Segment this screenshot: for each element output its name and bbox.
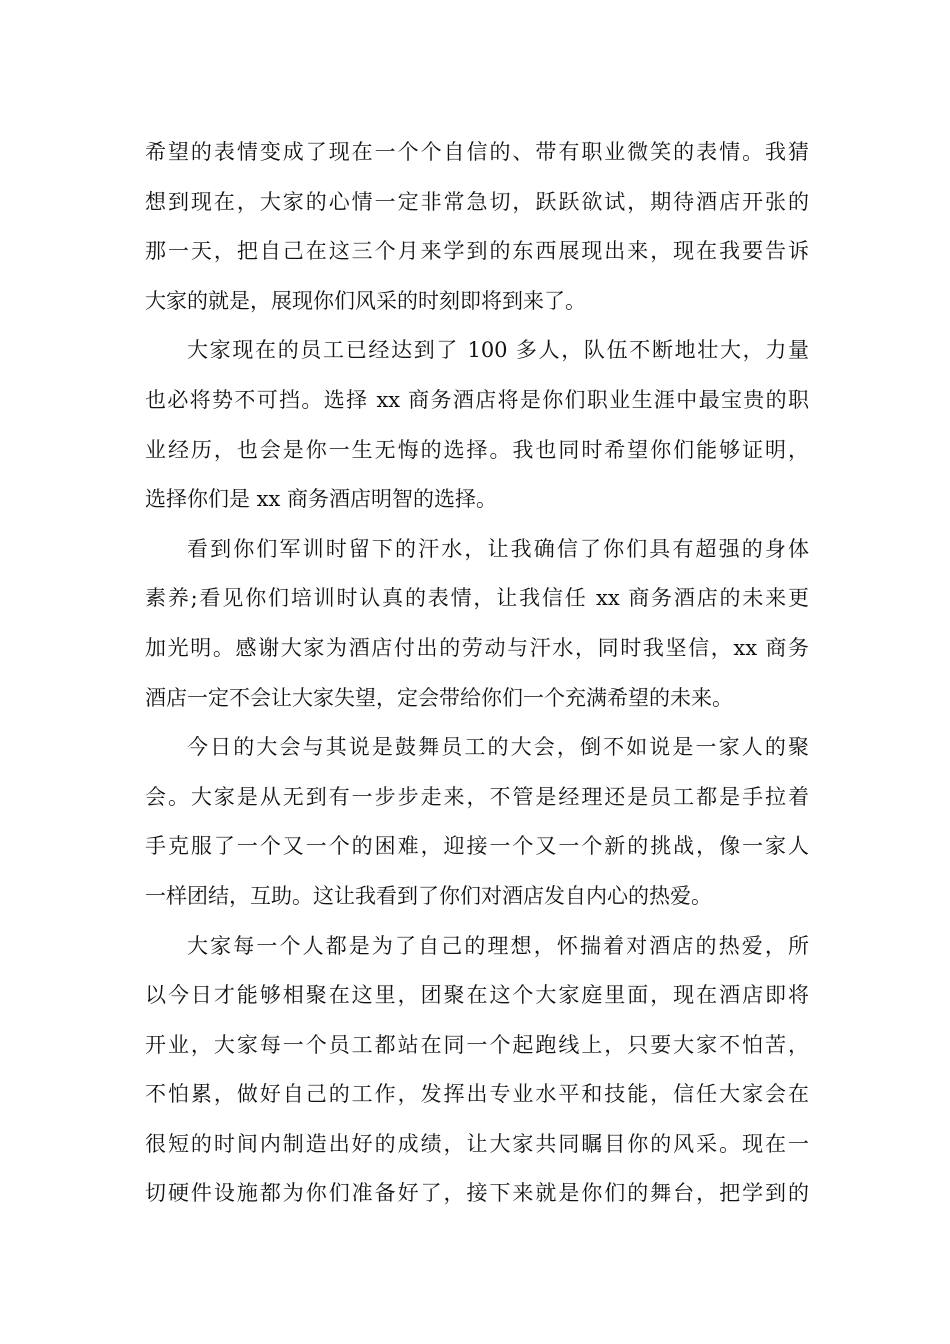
- text-line: 业经历，也会是你一生无悔的选择。我也同时希望你们能够证明，: [145, 437, 809, 462]
- text-line: 加光明。感谢大家为酒店付出的劳动与汗水，同时我坚信，xx 商务: [145, 635, 809, 660]
- text-line: 想到现在，大家的心情一定非常急切，跃跃欲试，期待酒店开张的: [145, 189, 809, 214]
- text-line: 酒店一定不会让大家失望，定会带给你们一个充满希望的未来。: [145, 685, 733, 710]
- text-line: 看到你们军训时留下的汗水，让我确信了你们具有超强的身体: [187, 536, 809, 561]
- text-line: 不怕累，做好自己的工作，发挥出专业水平和技能，信任大家会在: [145, 1082, 809, 1107]
- document-body: [145, 128, 809, 1219]
- text-line: 今日的大会与其说是鼓舞员工的大会，倒不如说是一家人的聚: [187, 735, 809, 760]
- text-line: 大家的就是，展现你们风采的时刻即将到来了。: [145, 288, 586, 313]
- text-line: 以今日才能够相聚在这里，团聚在这个大家庭里面，现在酒店即将: [145, 983, 809, 1008]
- text-line: 切硬件设施都为你们准备好了，接下来就是你们的舞台，把学到的: [145, 1181, 809, 1206]
- text-line: 大家现在的员工已经达到了 100 多人，队伍不断地壮大，力量: [187, 338, 809, 363]
- text-line: 开业，大家每一个员工都站在同一个起跑线上，只要大家不怕苦，: [145, 1032, 809, 1057]
- text-line: 也必将势不可挡。选择 xx 商务酒店将是你们职业生涯中最宝贵的职: [145, 387, 809, 412]
- text-line: 手克服了一个又一个的困难，迎接一个又一个新的挑战，像一家人: [145, 834, 809, 859]
- text-line: 一样团结，互助。这让我看到了你们对酒店发自内心的热爱。: [145, 883, 712, 908]
- text-line: 那一天，把自己在这三个月来学到的东西展现出来，现在我要告诉: [145, 239, 809, 264]
- text-line: 素养;看见你们培训时认真的表情，让我信任 xx 商务酒店的未来更: [145, 586, 809, 611]
- text-line: 很短的时间内制造出好的成绩，让大家共同瞩目你的风采。现在一: [145, 1131, 809, 1156]
- text-line: 会。大家是从无到有一步步走来，不管是经理还是员工都是手拉着: [145, 784, 809, 809]
- text-line: 选择你们是 xx 商务酒店明智的选择。: [145, 487, 498, 512]
- text-line: 希望的表情变成了现在一个个自信的、带有职业微笑的表情。我猜: [145, 140, 809, 164]
- text-line: 大家每一个人都是为了自己的理想，怀揣着对酒店的热爱，所: [187, 933, 809, 958]
